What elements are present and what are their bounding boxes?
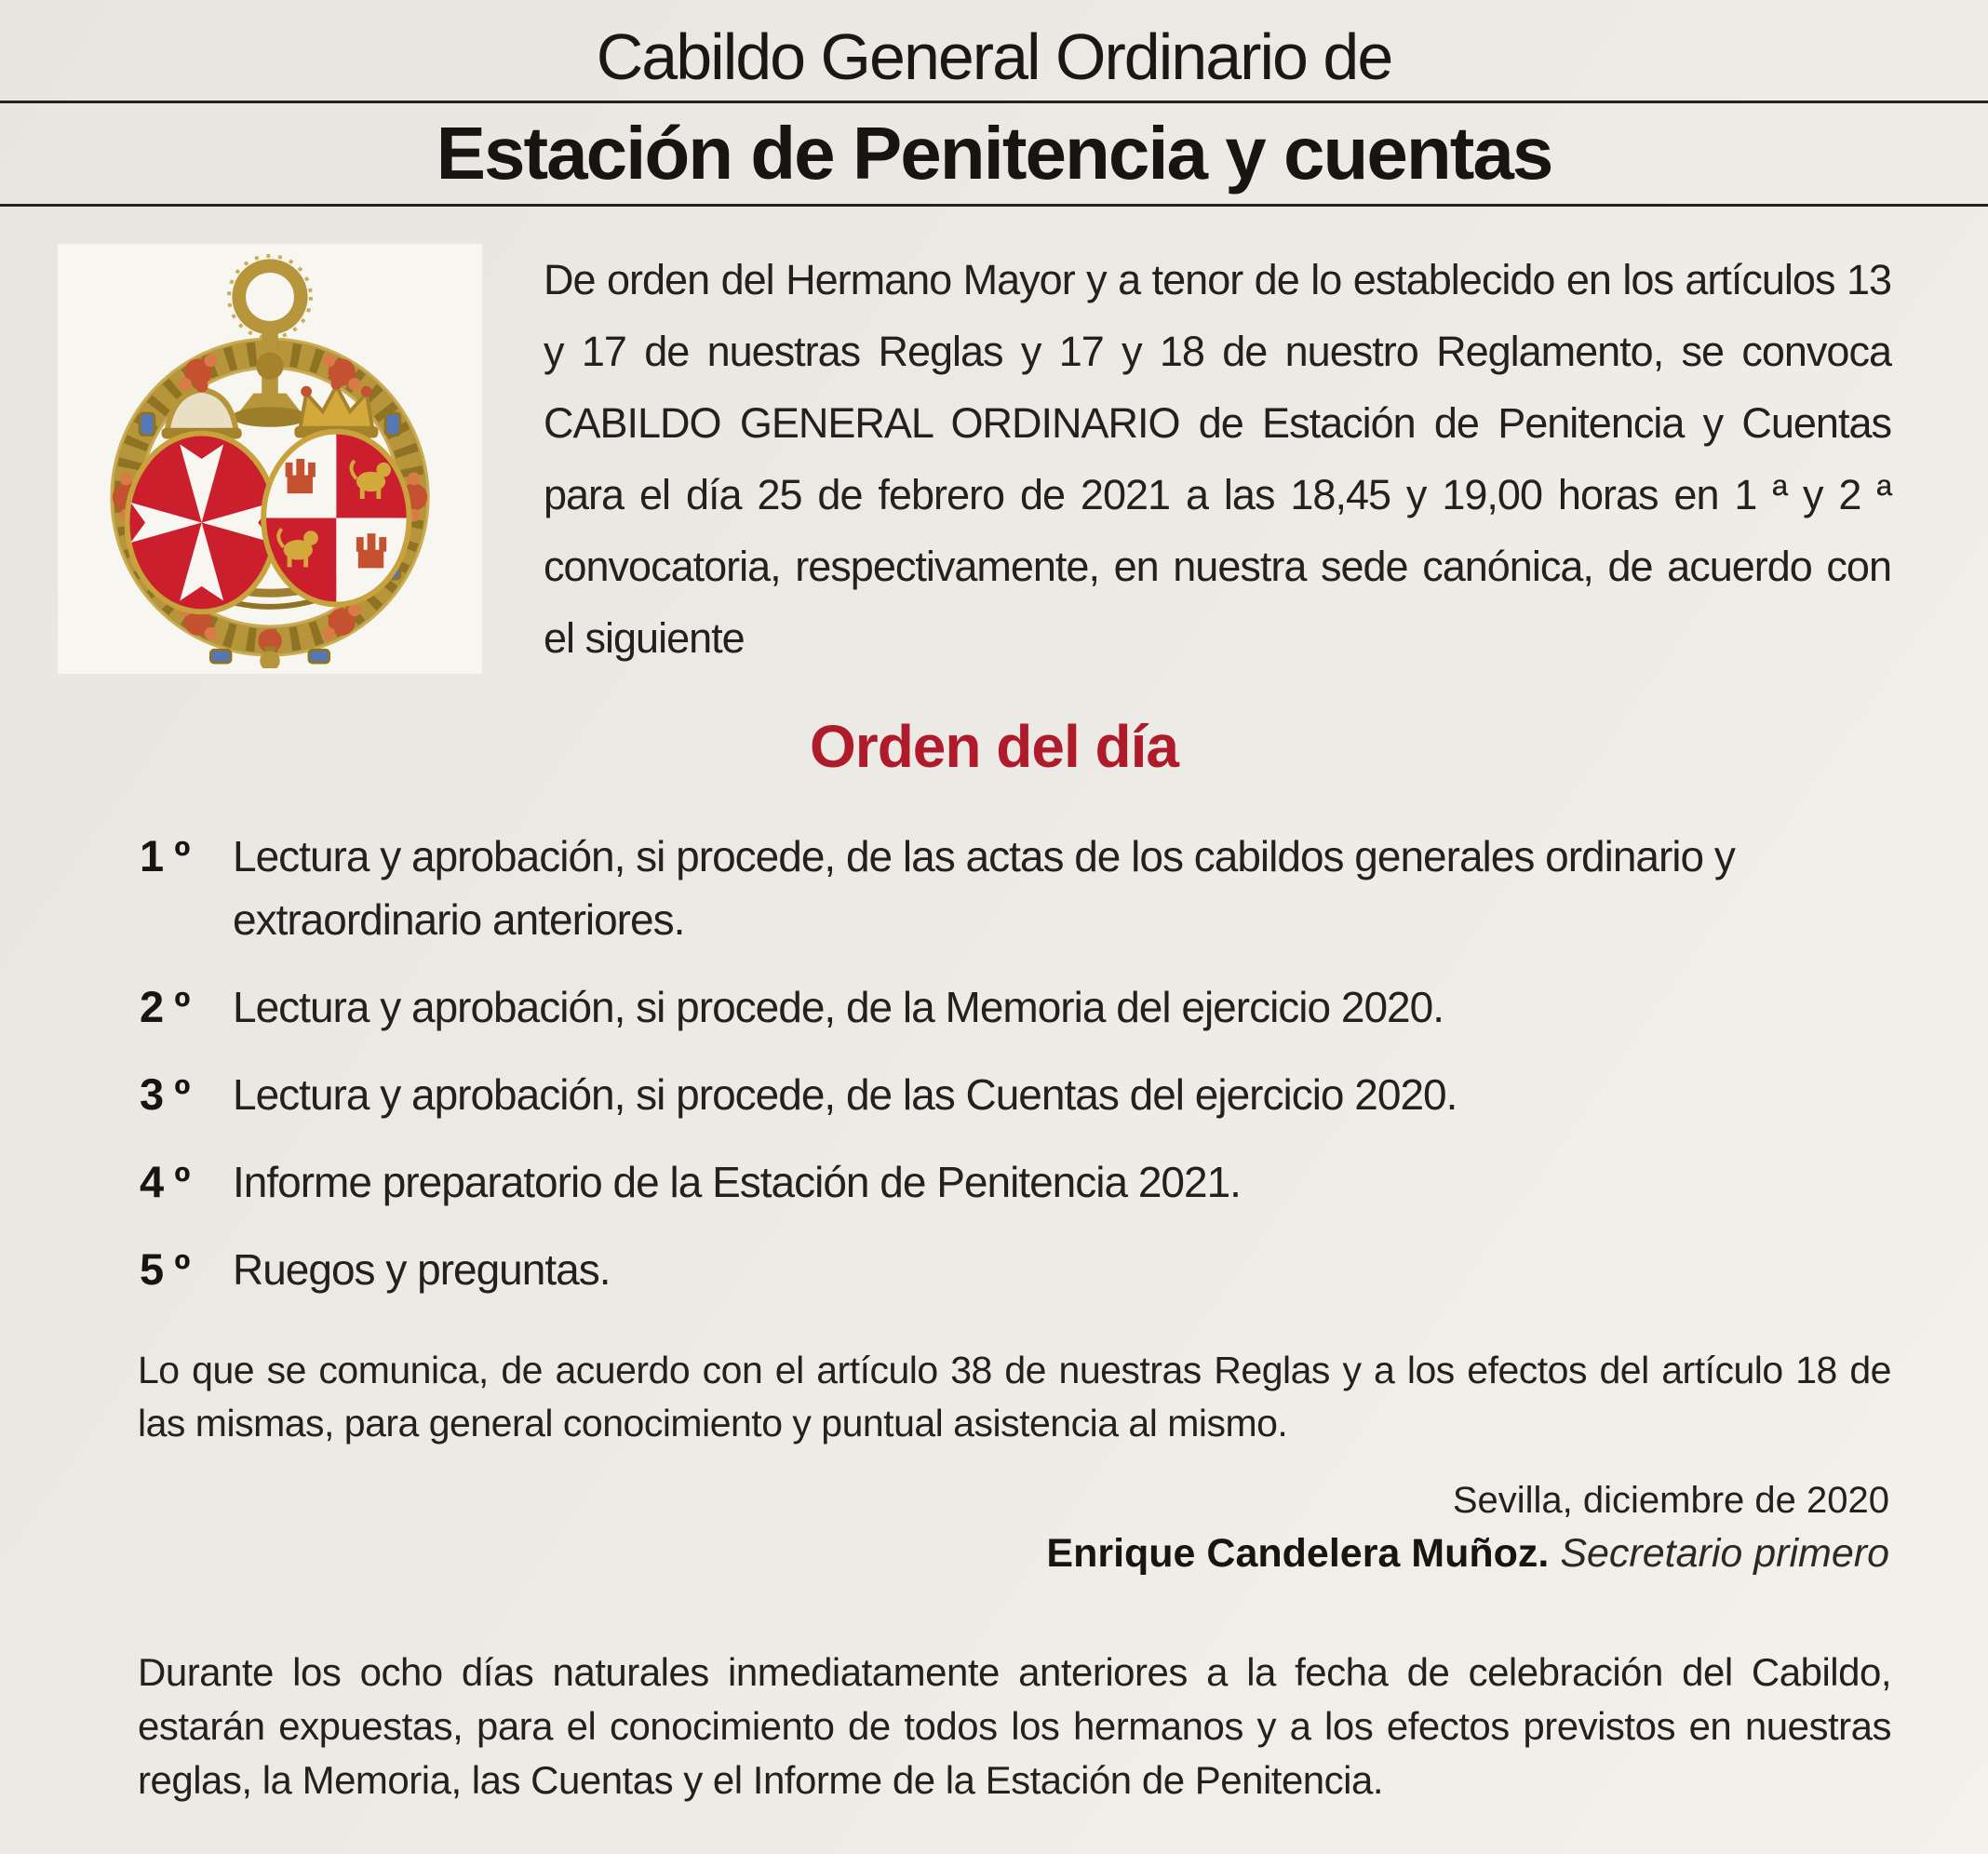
intro-section	[0, 244, 1988, 674]
signature-block	[0, 1474, 1889, 1580]
agenda-list	[140, 825, 1895, 1301]
header-rule-bottom	[0, 204, 1988, 207]
signer-name: Enrique Candelera Muñoz.	[1046, 1531, 1550, 1576]
notice-paragraph: Lo que se comunica, de acuerdo con el artículo 38 de nuestras Reglas y a los efectos del artículo 18 de las mismas, para general conocimiento y puntual asistencia al mismo.	[138, 1349, 1891, 1444]
page-title: Estación de Penitencia y cuentas	[436, 112, 1552, 195]
agenda-item-number: 2 º	[140, 982, 190, 1031]
agenda-item-text: Ruegos y preguntas.	[233, 1245, 611, 1294]
agenda-item-number: 3 º	[140, 1069, 190, 1119]
agenda-item-text: Lectura y aprobación, si procede, de la Memoria del ejercicio 2020.	[233, 983, 1444, 1031]
agenda-item-5	[140, 1238, 1895, 1301]
brotherhood-emblem	[58, 244, 482, 674]
footer-paragraph: Durante los ocho días naturales inmediatamente anteriores a la fecha de celebración del Cabildo, estarán expuestas, para el conocimiento de todos los hermanos y a los efectos previstos en nuestras reglas, la Memoria, las Cuentas y el Informe de la Estación de Penitencia.	[138, 1650, 1891, 1802]
agenda-item-4	[140, 1150, 1895, 1214]
place-date: Sevilla, diciembre de 2020	[1452, 1480, 1889, 1521]
agenda-item-text: Lectura y aprobación, si procede, de las Cuentas del ejercicio 2020.	[233, 1070, 1457, 1119]
agenda-item-number: 4 º	[140, 1157, 190, 1206]
signer-role: Secretario primero	[1560, 1531, 1889, 1576]
agenda-item-2	[140, 975, 1895, 1039]
agenda-heading: Orden del día	[810, 713, 1178, 780]
document-header	[0, 0, 1988, 207]
agenda-item-3	[140, 1063, 1895, 1126]
convocation-paragraph: De orden del Hermano Mayor y a tenor de lo establecido en los artículos 13 y 17 de nuestras Reglas y 17 y 18 de nuestro Reglamento, se convoca CABILDO GENERAL ORDINARIO de Estación de Penitencia y Cuentas para el día 25 de febrero de 2021 a las 18,45 y 19,00 horas en 1 ª y 2 ª convocatoria, respectivamente, en nuestra sede canónica, de acuerdo con el siguiente	[544, 256, 1891, 662]
coat-of-arms-icon	[65, 249, 475, 668]
agenda-item-text: Lectura y aprobación, si procede, de las actas de los cabildos generales ordinario y extraordinario anteriores.	[233, 832, 1735, 944]
agenda-item-number: 1 º	[140, 831, 190, 880]
supertitle: Cabildo General Ordinario de	[596, 20, 1392, 93]
signer-line	[0, 1526, 1889, 1580]
agenda-item-1	[140, 825, 1895, 951]
agenda-item-number: 5 º	[140, 1244, 190, 1294]
agenda-item-text: Informe preparatorio de la Estación de Penitencia 2021.	[233, 1158, 1241, 1206]
